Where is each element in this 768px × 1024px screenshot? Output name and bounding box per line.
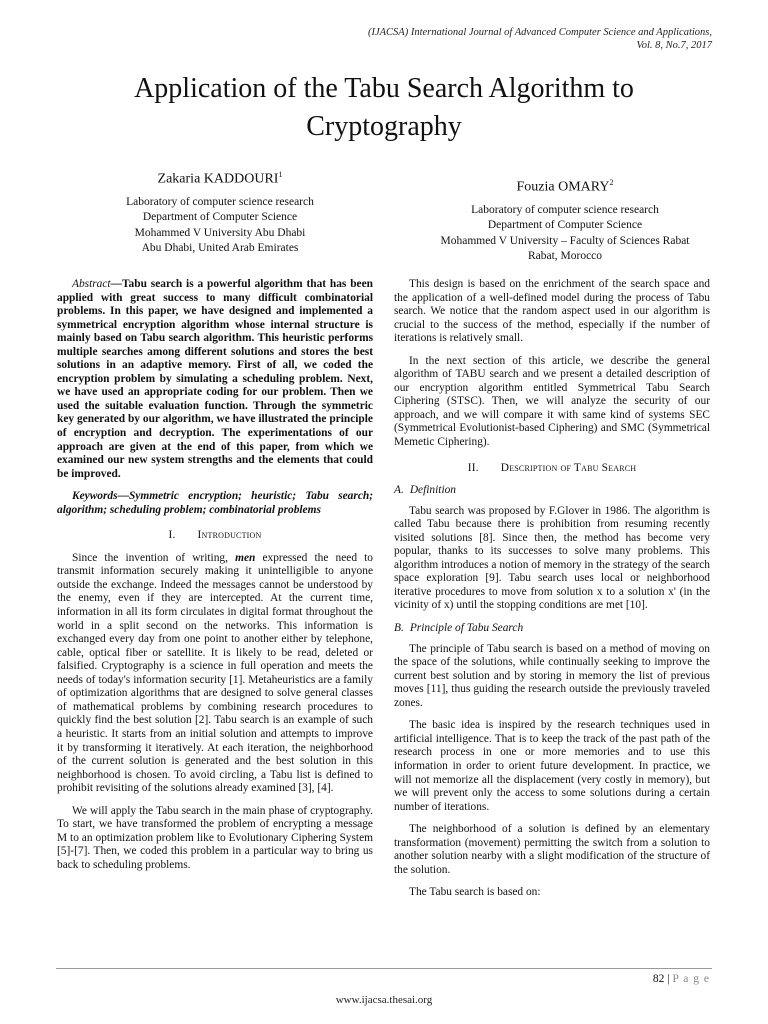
- author-affiliation-line: Mohammed V University Abu Dhabi: [134, 226, 306, 239]
- author-affiliation-line: Abu Dhabi, United Arab Emirates: [141, 242, 299, 255]
- paragraph: The basic idea is inspired by the research techniques used in artificial intelligence. That is to keep the track of the past path of the research process in one or more memories and to use this information in order to orient future development. In practice, we will not memorize all the displacement (very costly in memory), but we will prevent only the access to some solutions during a certain number of iterations.: [394, 719, 710, 813]
- paper-title: [60, 70, 708, 146]
- journal-name: (IJACSA) International Journal of Advanced Computer Science and Applications,: [367, 27, 712, 38]
- title-line-1: Application of the Tabu Search Algorithm to: [134, 73, 634, 104]
- section-heading-introduction: I. Introduction: [168, 529, 262, 542]
- paragraph: We will apply the Tabu search in the main phase of cryptography. To start, we have transformed the problem of encrypting a message M to an optimization problem like to Evolutionary Ciphering System [5]-[7]. Then, we coded this problem in a particular way to bring us back to scheduling problems.: [57, 804, 373, 871]
- journal-volume: Vol. 8, No.7, 2017: [636, 40, 712, 51]
- paragraph: In the next section of this article, we describe the general algorithm of TABU search and we present a detailed description of our encryption algorithm entitled Symmetrical Tabu Search Ciphering (STSC). Then, we will analyze the security of our approach, and we will compare it with same kind of systems SEC (Symmetrical Evolutionist-based Ciphering) and SMC (Symmetrical Memetic Ciphering).: [394, 354, 710, 449]
- title-line-2: Cryptography: [306, 111, 462, 142]
- abstract: Abstract—Tabu search is a powerful algorithm that has been applied with great success to many difficult combinatorial problems. In this paper, we have designed and implemented a symmetrical encryption algorithm whose internal structure is mainly based on Tabu search algorithm. This heuristic performs multiple searches among different solutions and stores the best solutions in an adaptive memory. First of all, we coded the encryption problem by simulating a scheduling problem. Next, we have used an appropriate coding for our problem. Then we used the suitable evaluation function. Through the symmetric key generated by our algorithm, we have illustrated the principle of encryption and decryption. The experimentations of our approach are given at the end of this paper, from which we examined our new system strengths and the elements that could be improved.: [57, 278, 373, 480]
- author-block-2: [410, 174, 720, 265]
- left-column: [57, 278, 373, 881]
- paragraph: Since the invention of writing, men expressed the need to transmit information securely making it unintelligible to anyone outside the exchange. Indeed the messages cannot be understood by the enemy, even if they are intercepted. At the current time, information in all its form circulates in digital format throughout the world in a split second on the networks. This information is exchanged every day from one point to another either by telephone, cable, optical fiber or satellite. It is likely to be read, deleted or falsified. Cryptography is a science in full operation and meets the needs of today's information security [1]. Metaheuristics are a family of optimization algorithms that are designed to solve general classes of mathematical problems by combining research procedures to quickly find the best solution [2]. Tabu search is an example of such a heuristic. It starts from an initial solution and attempts to improve it by transforming it iteratively. At each iteration, the neighborhood of the current solution is generated and the best solution in this neighborhood is chosen. To avoid circling, a Tabu list is defined to prohibit revisiting of the solutions already examined [3], [4].: [57, 551, 373, 795]
- author-affiliation-line: Mohammed V University – Faculty of Sciences Rabat: [440, 234, 690, 247]
- author-name: Fouzia OMARY$^2$: [516, 178, 614, 195]
- author-block-1: [70, 166, 370, 257]
- author-affiliation-line: Department of Computer Science: [487, 219, 643, 232]
- journal-header: [368, 26, 712, 52]
- paragraph: Tabu search was proposed by F.Glover in 1986. The algorithm is called Tabu because there is prohibition from resuming recently visited solutions [8]. Since then, the method has become very popular, thanks to its successes to solve many problems. This algorithm introduces a notion of memory in the strategy of the search space exploration [9]. Tabu search uses local or neighborhood iterative procedures to move from solution x to a solution x' (in the vicinity of x) until the stopping conditions are met [10].: [394, 504, 711, 612]
- author-affiliation-line: Laboratory of computer science research: [471, 203, 659, 216]
- paragraph: The principle of Tabu search is based on a method of moving on the space of the solutions, while continually seeking to improve the current best solution and by storing in memory the list of previous moves [11], thus guiding the research outside the previously traveled zones.: [394, 642, 710, 709]
- footer-url: www.ijacsa.thesai.org: [335, 994, 433, 1006]
- author-name: Zakaria KADDOURI$^1$: [157, 170, 283, 187]
- subsection-heading-principle: B. Principle of Tabu Search: [394, 622, 524, 635]
- page-number: 82 | P a g e: [652, 973, 710, 985]
- footer-divider: [56, 968, 712, 969]
- author-affiliation-line: Laboratory of computer science research: [126, 195, 314, 208]
- paragraph: The Tabu search is based on:: [409, 886, 541, 899]
- paragraph: This design is based on the enrichment of the search space and the application of a well-defined model during the process of Tabu search. We notice that the random aspect used in our algorithm is crucial to the success of the method, especially if the number of iterations is relatively small.: [394, 278, 710, 345]
- section-heading-description: II. Description of Tabu Search: [467, 461, 637, 474]
- author-affiliation-line: Rabat, Morocco: [527, 250, 603, 263]
- right-column: [394, 278, 710, 909]
- keywords: Keywords—Symmetric encryption; heuristic; Tabu search; algorithm; scheduling problem; combinatorial problems: [57, 490, 373, 516]
- subsection-heading-definition: A. Definition: [394, 484, 457, 497]
- paragraph: The neighborhood of a solution is defined by an elementary transformation (movement) permitting the switch from a solution to another solution nearby with a slight modification of the structure of the solution.: [394, 823, 710, 876]
- author-affiliation-line: Department of Computer Science: [142, 211, 298, 224]
